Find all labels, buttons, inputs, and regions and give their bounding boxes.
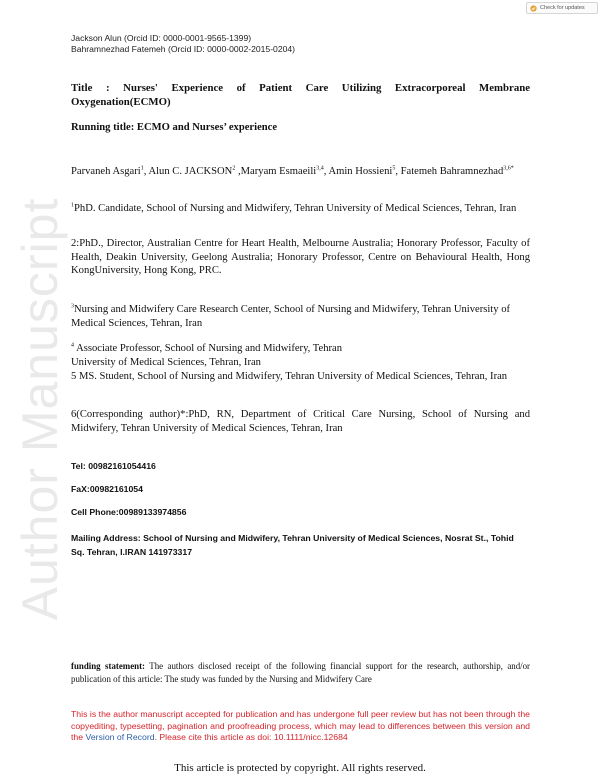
- affiliation-4-line: [71, 342, 530, 356]
- affiliation-sup: 4: [71, 342, 74, 349]
- affiliation-text: Nursing and Midwifery Care Research Center, School of Nursing and Midwifery, Tehran University of Medical Sciences, Tehran, Iran: [71, 304, 511, 329]
- running-title: Running title: ECMO and Nurses’ experience: [71, 122, 278, 133]
- orcid-block: [71, 33, 295, 55]
- author-manuscript-watermark: Author Manuscript: [12, 197, 68, 621]
- affiliation-1: [71, 202, 530, 216]
- author-sup: 2: [232, 165, 236, 172]
- check-for-updates-icon: [530, 5, 537, 12]
- author-sup: 1: [140, 165, 144, 172]
- manuscript-notice: [71, 709, 530, 744]
- affiliation-6: 6(Corresponding author)*:PhD, RN, Department of Critical Care Nursing, School of Nursing and Midwifery, Tehran University of Medical Sciences, Tehran, Iran: [71, 409, 530, 434]
- affiliation-2: 2:PhD., Director, Australian Centre for Heart Health, Melbourne Australia; Honorary Professor, Faculty of Health, Deakin University, Geelong Australia; Honorary Professor, Centre on Behavioural Health, Hong KongUniversity, Hong Kong, PRC.: [71, 238, 530, 276]
- mailing-address: Mailing Address: School of Nursing and Midwifery, Tehran University of Medical Sciences, Nosrat St., Tohid Sq. Tehran, I.IRAN 141973317: [71, 533, 514, 557]
- version-of-record-link[interactable]: Version of Record: [85, 732, 155, 742]
- notice-text: This is the author manuscript accepted for publication and has undergone full peer review but has not been through the copyediting, typesetting, pagination and proofreading process, which may lead to differences between this version and the: [71, 709, 530, 742]
- author-name: , Fatemeh Bahramnezhad: [395, 166, 504, 177]
- fax: FaX:00982161054: [71, 484, 143, 494]
- author-sup: 3,6*: [503, 165, 514, 172]
- affiliation-sup: 1: [71, 202, 74, 209]
- affiliation-4-5: [71, 342, 530, 384]
- paper-title: [71, 81, 530, 109]
- check-for-updates-label: Check for updates: [540, 5, 585, 11]
- orcid-line: Bahramnezhad Fatemeh (Orcid ID: 0000-0002-2015-0204): [71, 44, 296, 54]
- affiliation-text: PhD. Candidate, School of Nursing and Midwifery, Tehran University of Medical Sciences, Tehran, Iran: [74, 203, 517, 214]
- affiliation-3: [71, 303, 530, 330]
- author-name: , Alun C. JACKSON: [143, 166, 233, 177]
- check-for-updates-badge[interactable]: [526, 2, 598, 14]
- author-list: [71, 165, 530, 179]
- funding-text: The authors disclosed receipt of the following financial support for the research, authorship, and/or publication of this article: The study was funded by the Nursing and Midwifery Care: [71, 661, 530, 684]
- affiliation-5: 5 MS. Student, School of Nursing and Midwifery, Tehran University of Medical Sciences, Tehran, Iran: [71, 371, 508, 382]
- orcid-line: Jackson Alun (Orcid ID: 0000-0001-9565-1399): [71, 33, 252, 43]
- affiliation-text: Associate Professor, School of Nursing and Midwifery, Tehran: [74, 343, 343, 354]
- author-sup: 5: [392, 165, 396, 172]
- funding-label: funding statement:: [71, 661, 145, 671]
- affiliation-sup: 3: [71, 303, 74, 310]
- copyright-footer: This article is protected by copyright. All rights reserved.: [174, 762, 426, 774]
- cell-phone: Cell Phone:00989133974856: [71, 507, 187, 517]
- title-text: Nurses' Experience of Patient Care Utilizing Extracorporeal Membrane Oxygenation(ECMO): [71, 82, 531, 108]
- author-name: Parvaneh Asgari: [71, 166, 141, 177]
- title-separator: :: [105, 82, 110, 94]
- title-label: Title: [71, 82, 93, 94]
- author-name: , Amin Hossieni: [323, 166, 393, 177]
- funding-statement: [71, 660, 530, 685]
- author-sup: 3,4: [316, 165, 324, 172]
- author-name: ,Maryam Esmaeili: [235, 166, 317, 177]
- affiliation-4-line: University of Medical Sciences, Tehran, Iran: [71, 357, 261, 368]
- notice-doi: . Please cite this article as doi: 10.1111/nicc.12684: [154, 732, 348, 742]
- telephone: Tel: 00982161054416: [71, 461, 156, 471]
